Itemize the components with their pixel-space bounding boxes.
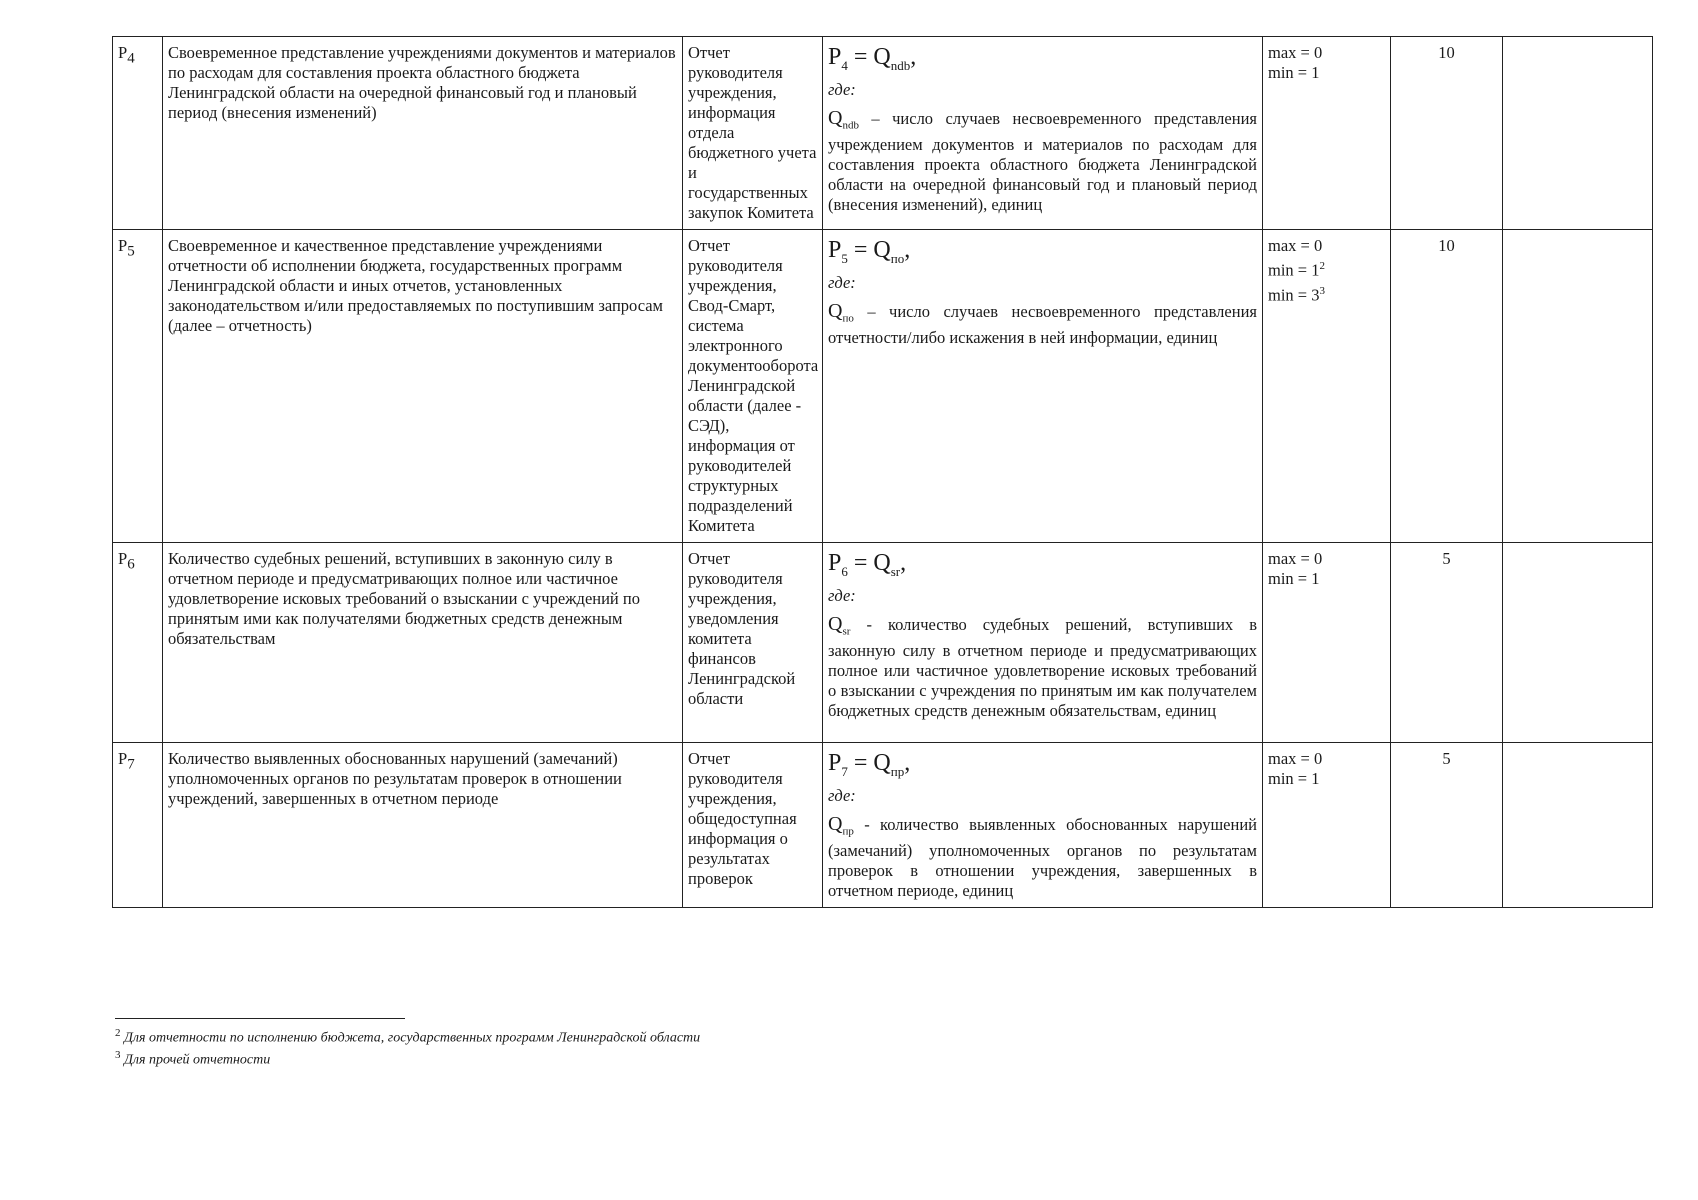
empty-cell (1503, 743, 1653, 908)
footnotes (115, 1018, 1015, 1068)
indicator-formula (823, 743, 1263, 908)
max-value: max = 0 (1268, 749, 1323, 768)
formula-where: где: (828, 79, 856, 99)
max-value: max = 0 (1268, 549, 1323, 568)
empty-cell (1503, 230, 1653, 543)
min-value: min = 1 (1268, 63, 1320, 82)
indicator-code: P5 (113, 230, 163, 543)
indicator-code: P6 (113, 543, 163, 743)
footnote-separator (115, 1018, 405, 1019)
indicator-range (1263, 743, 1391, 908)
formula-variable-description: $Q_{по}$ – число случаев несвоевременного представления отчетности/либо искажения в ней информации, единиц (828, 299, 1257, 348)
formula-variable-description: $Q_{sr}$ - количество судебных решений, вступивших в законную силу в отчетном периоде и предусматривающих полное или частичное удовлетворение исковых требований о взыскании с учреждения по принятым им как получателем бюджетных средств денежным обязательствам, единиц (828, 612, 1257, 721)
indicator-description: Количество судебных решений, вступивших в законную силу в отчетном периоде и предусматривающих полное или частичное удовлетворение исковых требований о взыскании с учреждений по принятым ими как получателями бюджетных средств денежным обязательствам (163, 543, 683, 743)
indicator-range (1263, 37, 1391, 230)
footnote-3: $^3$ Для прочей отчетности (115, 1048, 271, 1068)
indicator-weight: 10 (1391, 37, 1503, 230)
indicator-weight: 10 (1391, 230, 1503, 543)
min-value: $\min = 1^2$ (1268, 260, 1325, 280)
formula-expression: $P_7 = Q_{пр}$, (828, 750, 911, 779)
indicator-description: Своевременное представление учреждениями документов и материалов по расходам для составления проекта областного бюджета Ленинградской области на очередной финансовый год и плановый период (внесения изменений) (163, 37, 683, 230)
indicator-description: Своевременное и качественное представление учреждениями отчетности об исполнении бюджета, государственных программ Ленинградской области и иных отчетов, установленных законодательством и/или предоставляемых по поступившим запросам (далее – отчетность) (163, 230, 683, 543)
min-value: min = 1 (1268, 769, 1320, 788)
indicator-range (1263, 543, 1391, 743)
table-row (113, 230, 1653, 543)
formula-expression: $P_5 = Q_{по}$, (828, 237, 911, 266)
footnote-2: $^2$ Для отчетности по исполнению бюджета, государственных программ Ленинградской области (115, 1027, 701, 1046)
formula-where: где: (828, 272, 856, 292)
indicator-source: Отчет руководителя учреждения, Свод-Смарт, система электронного документооборота Ленинградской области (далее - СЭД), информация от руководителей структурных подразделений Комитета (683, 230, 823, 543)
indicator-weight: 5 (1391, 743, 1503, 908)
indicators-table (112, 36, 1653, 908)
indicator-weight: 5 (1391, 543, 1503, 743)
empty-cell (1503, 37, 1653, 230)
indicator-source: Отчет руководителя учреждения, информация отдела бюджетного учета и государственных закупок Комитета (683, 37, 823, 230)
min-value-alt: $\min = 3^3$ (1268, 284, 1325, 304)
indicator-description: Количество выявленных обоснованных нарушений (замечаний) уполномоченных органов по результатам проверок в отношении учреждений, завершенных в отчетном периоде (163, 743, 683, 908)
formula-where: где: (828, 785, 856, 805)
indicator-range (1263, 230, 1391, 543)
indicator-formula (823, 543, 1263, 743)
max-value: max = 0 (1268, 236, 1323, 255)
formula-variable-description: $Q_{ndb}$ – число случаев несвоевременного представления учреждением документов и материалов по расходам для составления проекта областного бюджета Ленинградской области на очередной финансовый год и плановый период (внесения изменений), единиц (828, 106, 1257, 215)
table-row (113, 543, 1653, 743)
indicator-code: P4 (113, 37, 163, 230)
table-row (113, 743, 1653, 908)
indicator-code: P7 (113, 743, 163, 908)
formula-where: где: (828, 585, 856, 605)
table-row (113, 37, 1653, 230)
formula-variable-description: $Q_{пр}$ - количество выявленных обоснованных нарушений (замечаний) уполномоченных органов по результатам проверок в отношении учреждения, завершенных в отчетном периоде, единиц (828, 812, 1257, 901)
indicator-formula (823, 230, 1263, 543)
empty-cell (1503, 543, 1653, 743)
formula-expression: $P_6 = Q_{sr}$, (828, 550, 907, 579)
indicator-source: Отчет руководителя учреждения, общедоступная информация о результатах проверок (683, 743, 823, 908)
indicator-formula (823, 37, 1263, 230)
max-value: max = 0 (1268, 43, 1323, 62)
min-value: min = 1 (1268, 569, 1320, 588)
indicator-source: Отчет руководителя учреждения, уведомления комитета финансов Ленинградской области (683, 543, 823, 743)
formula-expression: $P_4 = Q_{ndb}$, (828, 44, 917, 73)
